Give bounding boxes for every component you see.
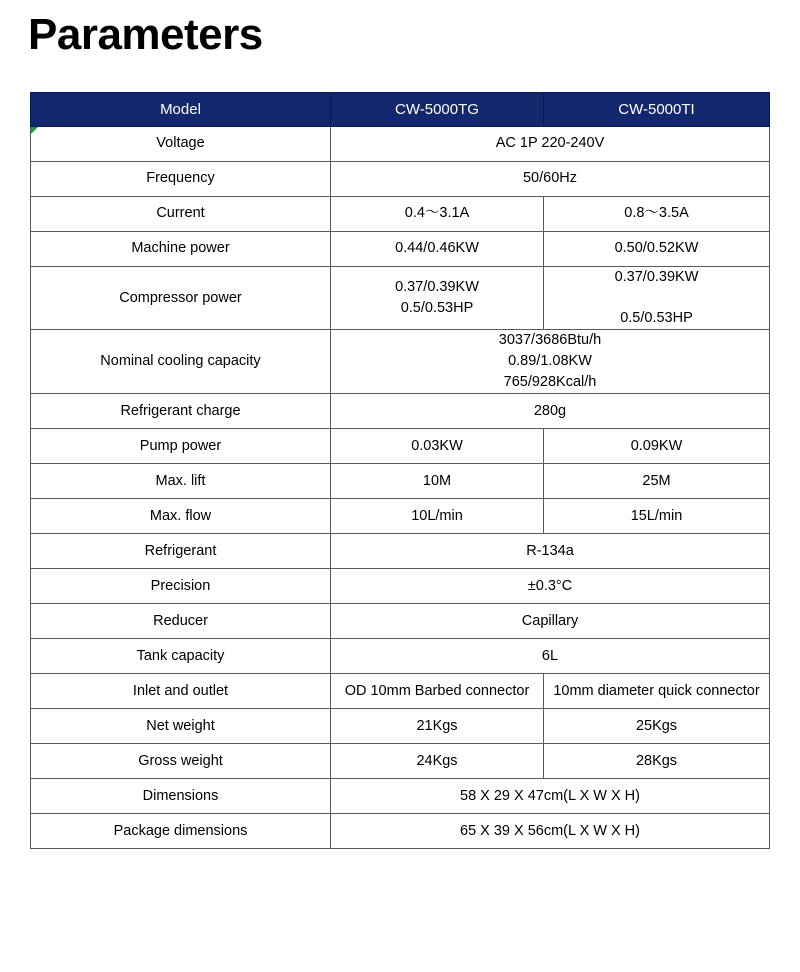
row-value-cell-ti: 0.50/0.52KW [544, 232, 770, 267]
row-value-cell-merged: 6L [331, 639, 770, 674]
row-label-cell: Current [31, 197, 331, 232]
row-value-cell-tg: 21Kgs [331, 709, 544, 744]
table-row [31, 534, 770, 569]
table-row [31, 779, 770, 814]
cell-text-line: 0.5/0.53HP [400, 300, 474, 317]
row-value-cell-ti: 15L/min [544, 499, 770, 534]
table-body [31, 127, 770, 849]
parameters-table-container [30, 92, 769, 849]
table-row [31, 394, 770, 429]
row-label-cell: Refrigerant [31, 534, 331, 569]
cell-text-lines [548, 267, 765, 329]
row-value-cell-merged [331, 330, 770, 394]
table-row [31, 197, 770, 232]
cell-text-line: 0.37/0.39KW [395, 279, 479, 295]
parameters-table [30, 92, 770, 849]
row-value-cell-merged: Capillary [331, 604, 770, 639]
table-row [31, 267, 770, 330]
table-header-row [31, 93, 770, 127]
row-label-cell: Refrigerant charge [31, 394, 331, 429]
table-row [31, 499, 770, 534]
row-label-cell: Reducer [31, 604, 331, 639]
row-value-cell-merged: 65 X 39 X 56cm(L X W X H) [331, 814, 770, 849]
cell-text-line: 0.37/0.39KW [614, 269, 699, 285]
row-value-cell-merged: 50/60Hz [331, 162, 770, 197]
row-label-cell: Nominal cooling capacity [31, 330, 331, 394]
row-value-cell-ti: 25Kgs [544, 709, 770, 744]
row-label-cell: Precision [31, 569, 331, 604]
column-header-cw5000tg: CW-5000TG [331, 93, 544, 127]
table-row [31, 162, 770, 197]
table-row [31, 639, 770, 674]
table-row [31, 429, 770, 464]
page-title: Parameters [28, 10, 263, 59]
row-value-cell-merged: 58 X 29 X 47cm(L X W X H) [331, 779, 770, 814]
row-value-cell-ti: 28Kgs [544, 744, 770, 779]
table-header [31, 93, 770, 127]
row-value-cell-ti: 10mm diameter quick connector [544, 674, 770, 709]
row-label-cell: Max. lift [31, 464, 331, 499]
row-value-cell-merged: AC 1P 220-240V [331, 127, 770, 162]
table-row [31, 232, 770, 267]
table-row [31, 127, 770, 162]
table-row [31, 744, 770, 779]
row-value-cell-ti: 0.09KW [544, 429, 770, 464]
row-value-cell-tg: 10M [331, 464, 544, 499]
cell-text-lines [335, 330, 765, 393]
row-value-cell-merged: R-134a [331, 534, 770, 569]
row-label-cell: Machine power [31, 232, 331, 267]
cell-text-line: 765/928Kcal/h [503, 374, 597, 391]
table-row [31, 709, 770, 744]
cell-text-lines [335, 277, 539, 319]
row-label-cell: Dimensions [31, 779, 331, 814]
row-label-cell: Max. flow [31, 499, 331, 534]
table-row [31, 330, 770, 394]
row-label-cell: Gross weight [31, 744, 331, 779]
cell-text-line: 0.89/1.08KW [508, 353, 592, 370]
row-value-cell-ti [544, 267, 770, 330]
table-row [31, 814, 770, 849]
row-value-cell-ti: 25M [544, 464, 770, 499]
row-label-cell: Pump power [31, 429, 331, 464]
row-value-cell-tg: 0.4〜3.1A [331, 197, 544, 232]
table-row [31, 569, 770, 604]
row-value-cell-tg: 24Kgs [331, 744, 544, 779]
row-label-cell: Tank capacity [31, 639, 331, 674]
row-label-cell: Package dimensions [31, 814, 331, 849]
row-label-cell: Voltage [31, 127, 331, 162]
row-value-cell-merged: ±0.3°C [331, 569, 770, 604]
row-label-cell: Inlet and outlet [31, 674, 331, 709]
row-value-cell-merged: 280g [331, 394, 770, 429]
column-header-model: Model [31, 93, 331, 127]
table-row [31, 674, 770, 709]
green-marker-icon [31, 127, 38, 134]
row-value-cell-ti: 0.8〜3.5A [544, 197, 770, 232]
table-row [31, 464, 770, 499]
cell-text-line: 0.5/0.53HP [620, 310, 693, 327]
row-value-cell-tg: 10L/min [331, 499, 544, 534]
row-label-cell: Net weight [31, 709, 331, 744]
column-header-cw5000ti: CW-5000TI [544, 93, 770, 127]
row-value-cell-tg: 0.03KW [331, 429, 544, 464]
row-value-cell-tg [331, 267, 544, 330]
table-row [31, 604, 770, 639]
row-value-cell-tg: OD 10mm Barbed connector [331, 674, 544, 709]
row-value-cell-tg: 0.44/0.46KW [331, 232, 544, 267]
row-label-cell: Compressor power [31, 267, 331, 330]
cell-text-line: 3037/3686Btu/h [498, 332, 602, 349]
row-label-cell: Frequency [31, 162, 331, 197]
